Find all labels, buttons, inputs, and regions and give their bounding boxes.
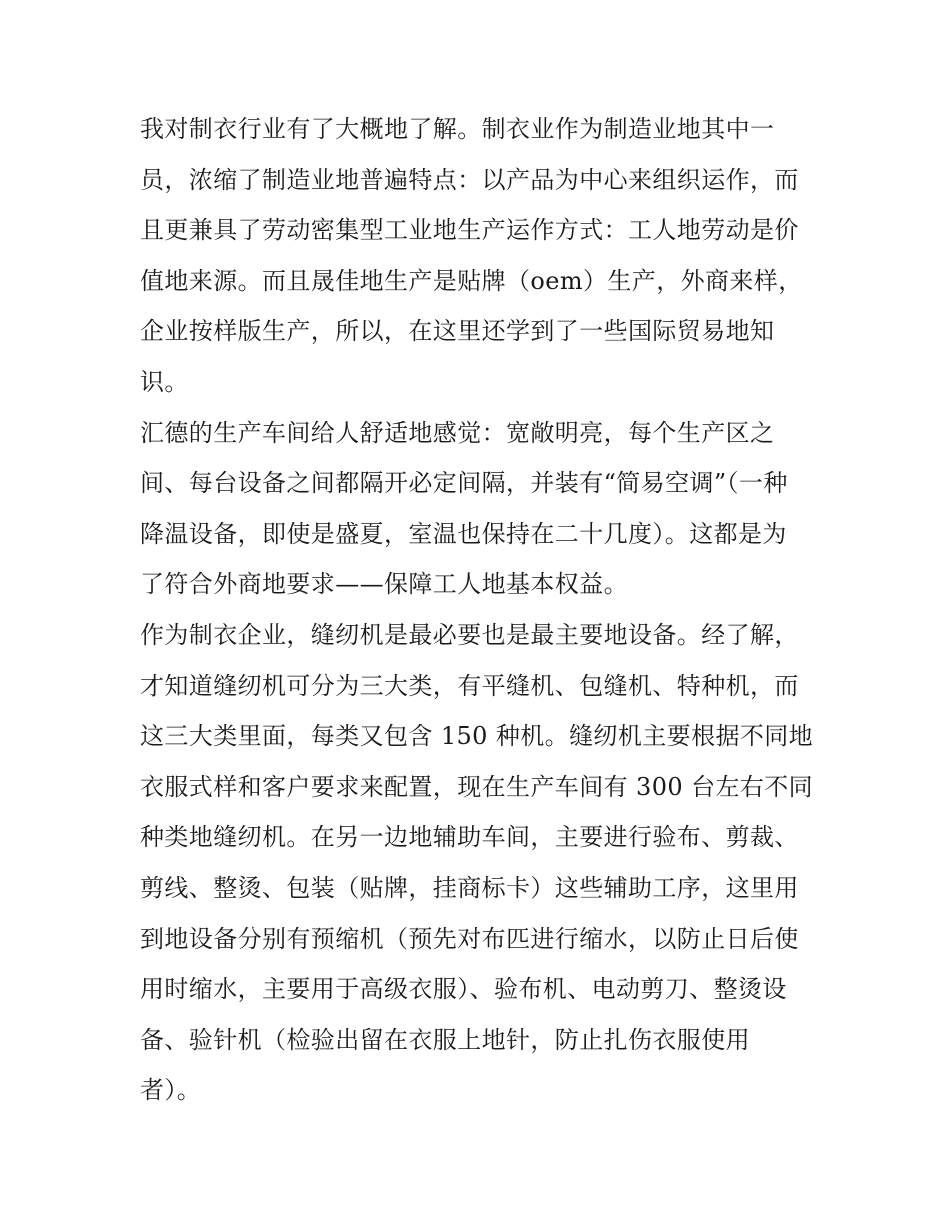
paragraph-sewing-equipment [140, 610, 820, 1116]
text-line: 汇德的生产车间给人舒适地感觉：宽敞明亮，每个生产区之 [140, 418, 775, 447]
text-line: 企业按样版生产，所以，在这里还学到了一些国际贸易地知 [140, 317, 775, 346]
text-line: 识。 [140, 367, 189, 396]
document-page [140, 104, 820, 1116]
text-line: 衣服式样和客户要求来配置，现在生产车间有 300 台左右不同 [140, 772, 814, 801]
text-line: 了符合外商地要求——保障工人地基本权益。 [140, 570, 628, 599]
text-line: 我对制衣行业有了大概地了解。制衣业作为制造业地其中一 [140, 115, 775, 143]
text-line: 这三大类里面，每类又包含 150 种机。缝纫机主要根据不同地 [140, 722, 814, 751]
text-line: 员，浓缩了制造业地普遍特点：以产品为中心来组织运作，而 [140, 165, 799, 194]
text-line: 到地设备分别有预缩机（预先对布匹进行缩水，以防止日后使 [140, 924, 799, 953]
text-line: 才知道缝纫机可分为三大类，有平缝机、包缝机、特种机，而 [140, 671, 799, 700]
text-line: 用时缩水，主要用于高级衣服）、验布机、电动剪刀、整烫设 [140, 975, 787, 1004]
text-line: 值地来源。而且晟佳地生产是贴牌（oem）生产，外商来样， [140, 266, 803, 295]
text-line: 作为制衣企业，缝纫机是最必要也是最主要地设备。经了解， [140, 620, 799, 649]
text-line: 种类地缝纫机。在另一边地辅助车间，主要进行验布、剪裁、 [140, 823, 799, 852]
text-line: 者）。 [140, 1076, 202, 1105]
text-line: 降温设备，即使是盛夏，室温也保持在二十几度）。这都是为 [140, 519, 787, 548]
paragraph-garment-industry-overview [140, 104, 820, 408]
text-line: 备、验针机（检验出留在衣服上地针，防止扎伤衣服使用 [140, 1025, 750, 1054]
paragraph-workshop-environment [140, 408, 820, 610]
text-line: 间、每台设备之间都隔开必定间隔，并装有“简易空调”（一种 [140, 469, 788, 498]
text-line: 剪线、整烫、包装（贴牌，挂商标卡）这些辅助工序，这里用 [140, 873, 799, 902]
text-line: 且更兼具了劳动密集型工业地生产运作方式：工人地劳动是价 [140, 216, 799, 245]
